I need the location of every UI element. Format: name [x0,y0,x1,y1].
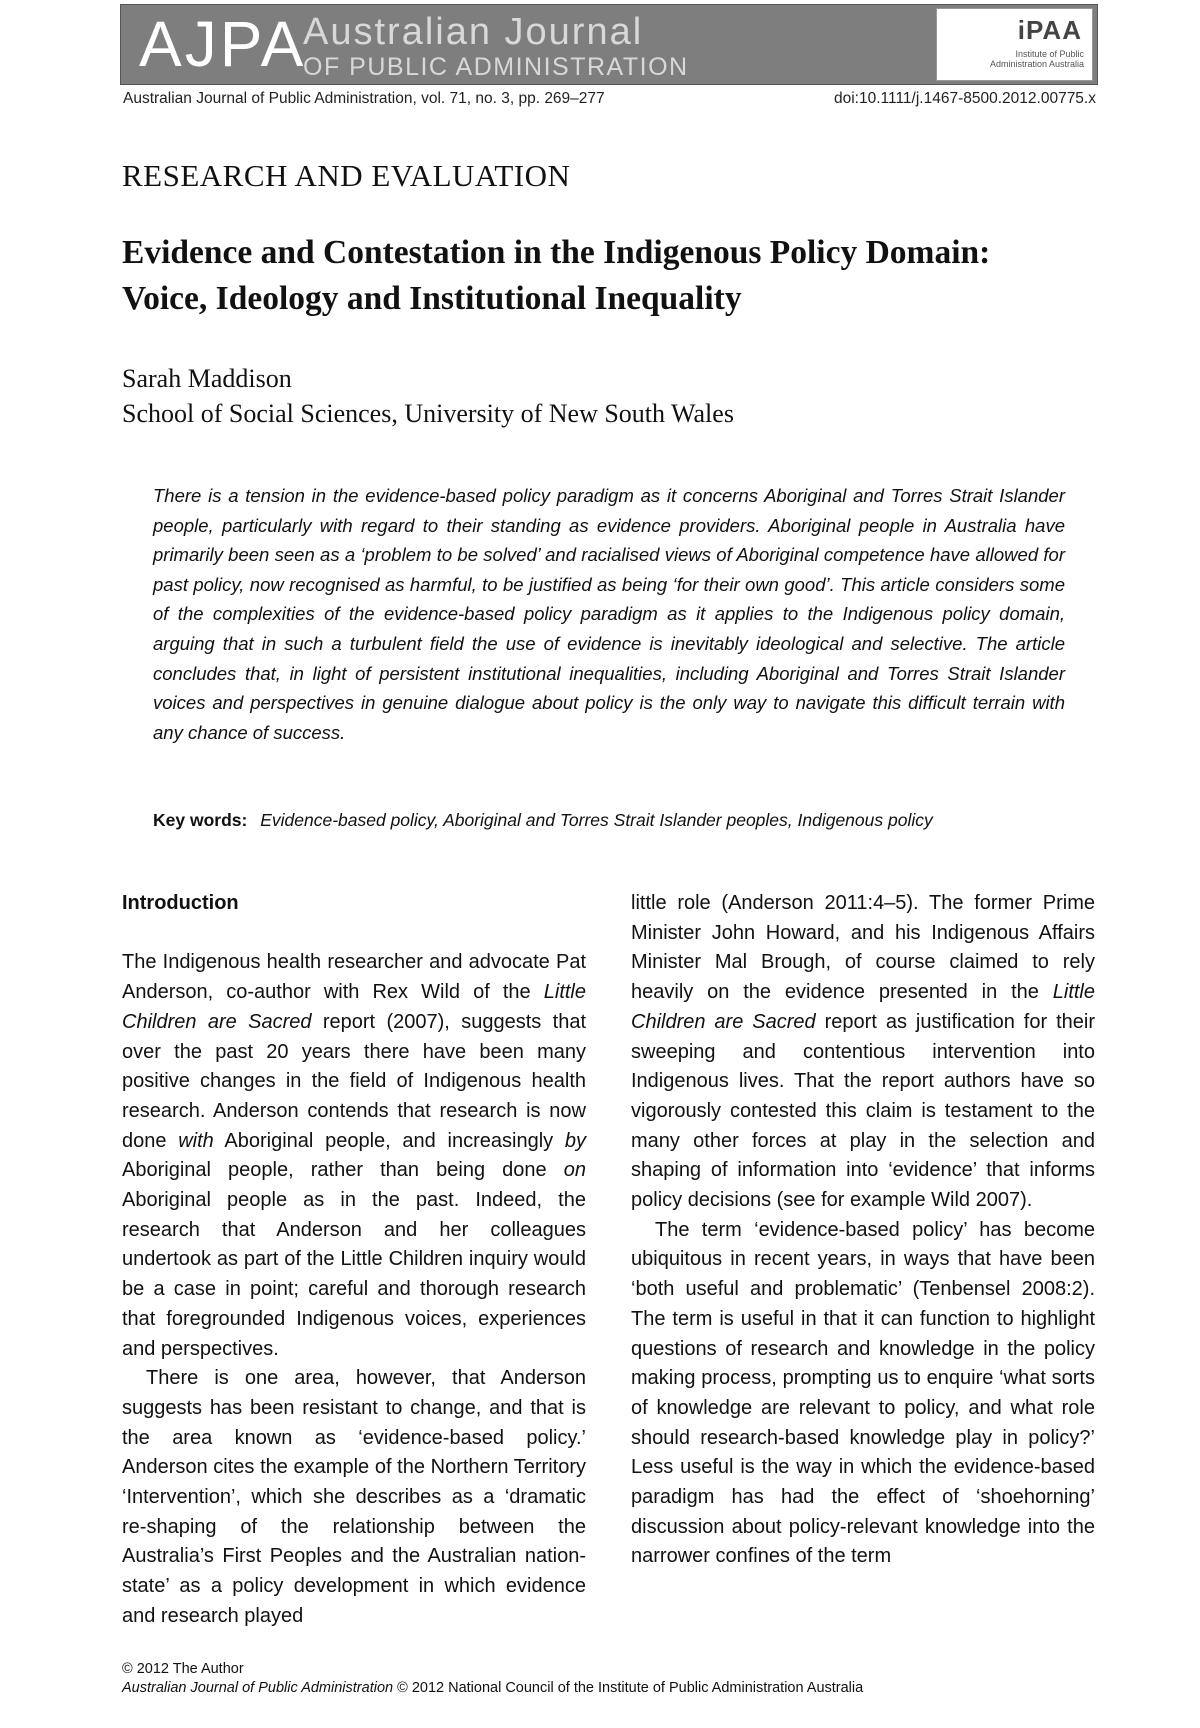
citation-line: Australian Journal of Public Administration, vol. 71, no. 3, pp. 269–277 [123,90,605,107]
section-label: RESEARCH AND EVALUATION [122,158,571,193]
footer-copyright-author: © 2012 The Author [122,1661,244,1677]
paragraph-4: The term ‘evidence-based policy’ has become ubiquitous in recent years, in ways that have been ‘both useful and problematic’ (Tenbensel 2008:2). The term is useful in that it can function to highlight questions of research and knowledge in the policy making process, prompting us to enquire ‘what sorts of knowledge are relevant to policy, and what role should research-based knowledge play in policy?’ Less useful is the way in which the evidence-based paradigm has had the effect of ‘shoehorning’ discussion about policy-relevant knowledge into the narrower confines of the term [631,1218,1095,1568]
paragraph-1: The Indigenous health researcher and advocate Pat Anderson, co-author with Rex Wild of the Little Children are Sacred report (2007), suggests that over the past 20 years there have been many positive changes in the field of Indigenous health research. Anderson contends that research is now done with Aboriginal people, and increasingly by Aboriginal people, rather than being done on Aboriginal people as in the past. Indeed, the research that Anderson and her colleagues undertook as part of the Little Children inquiry would be a case in point; careful and thorough research that foregrounded Indigenous voices, experiences and perspectives. [122,951,586,1360]
article-title: Evidence and Contestation in the Indigenous Policy Domain: Voice, Ideology and Institutional Inequality [122,234,991,317]
keywords-label: Key words: [153,810,248,830]
ipaa-logo: iPAA [1017,15,1082,45]
ipaa-subtitle: Institute of Public Administration Australia [989,49,1084,69]
author-affiliation: School of Social Sciences, University of New South Wales [122,399,734,428]
journal-title-line1: Australian Journal [303,11,644,53]
journal-title-line2: OF PUBLIC ADMINISTRATION [303,53,689,81]
body-column-left [122,889,586,1632]
paragraph-2: There is one area, however, that Anderson suggests has been resistant to change, and that is the area known as ‘evidence-based policy.’ Anderson cites the example of the Northern Territory ‘Intervention’, which she describes as a ‘dramatic re-shaping of the relationship between the Australia’s First Peoples and the Australian nation-state’ as a policy development in which evidence and research played [122,1367,586,1627]
publisher-logo-box [936,8,1093,81]
keywords [153,810,1093,831]
journal-logo: AJPA [139,8,307,80]
abstract: There is a tension in the evidence-based policy paradigm as it concerns Aboriginal and Torres Strait Islander people, particularly with regard to their standing as evidence providers. Aboriginal people in Australia have primarily been seen as a ‘problem to be solved’ and racialised views of Aboriginal competence have allowed for past policy, now recognised as harmful, to be justified as being ‘for their own good’. This article considers some of the complexities of the evidence-based policy paradigm as it applies to the Indigenous policy domain, arguing that in such a turbulent field the use of evidence is inevitably ideological and selective. The article concludes that, in light of persistent institutional inequalities, including Aboriginal and Torres Strait Islander voices and perspectives in genuine dialogue about policy is the only way to navigate this difficult terrain with any chance of success. [153,485,1065,743]
section-heading-introduction: Introduction [122,892,239,914]
body-column-right [631,889,1095,1572]
footer-copyright-journal: Australian Journal of Public Administration © 2012 National Council of the Institute of Public Administration Australia [122,1680,864,1696]
doi-link[interactable]: doi:10.1111/j.1467-8500.2012.00775.x [833,90,1096,107]
paragraph-3: little role (Anderson 2011:4–5). The former Prime Minister John Howard, and his Indigenous Affairs Minister Mal Brough, of course claimed to rely heavily on the evidence presented in the Little Children are Sacred report as justification for their sweeping and contentious intervention into Indigenous lives. That the report authors have so vigorously contested this claim is testament to the many other forces at play in the selection and shaping of information into ‘evidence’ that informs policy decisions (see for example Wild 2007). [631,892,1095,1212]
author-name: Sarah Maddison [122,364,292,393]
page-footer [122,1660,863,1698]
journal-banner [120,4,1098,85]
keywords-list: Evidence-based policy, Aboriginal and Torres Strait Islander peoples, Indigenous policy [260,810,933,830]
